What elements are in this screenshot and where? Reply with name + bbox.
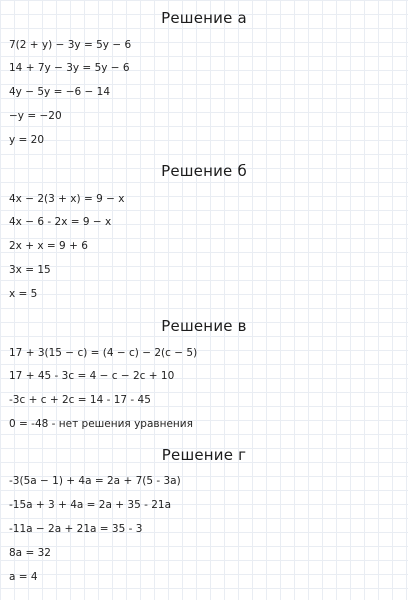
equation-line: 4x − 2(3 + x) = 9 − x [9, 193, 125, 205]
equation-line: 7(2 + y) − 3y = 5y − 6 [9, 39, 132, 51]
equation-line: 4x − 6 - 2x = 9 − x [9, 216, 112, 228]
equation-line: 4y − 5y = −6 − 14 [9, 86, 111, 98]
equation-line: a = 4 [9, 571, 38, 583]
equation-line: 2x + x = 9 + 6 [9, 240, 88, 252]
equation-line: -15a + 3 + 4a = 2a + 35 - 21a [9, 499, 172, 511]
equation-line: -3(5a − 1) + 4a = 2a + 7(5 - 3a) [9, 475, 181, 487]
equation-line: 17 + 3(15 − c) = (4 − c) − 2(c − 5) [9, 347, 198, 359]
equation-line: 3x = 15 [9, 264, 51, 276]
equation-line: −y = −20 [9, 110, 62, 122]
equation-line: 14 + 7y − 3y = 5y − 6 [9, 62, 130, 74]
equation-line: -11a − 2a + 21a = 35 - 3 [9, 523, 143, 535]
equation-line: y = 20 [9, 134, 45, 146]
equation-line: x = 5 [9, 288, 38, 300]
section-title-g: Решение г [161, 446, 247, 464]
equation-line: -3c + c + 2c = 14 - 17 - 45 [9, 394, 151, 406]
equation-line: 0 = -48 - нет решения уравнения [9, 418, 193, 430]
section-title-v: Решение в [161, 317, 247, 335]
equation-line: 8a = 32 [9, 547, 51, 559]
section-title-b: Решение б [161, 162, 247, 180]
section-title-a: Решение а [161, 9, 247, 27]
equation-line: 17 + 45 - 3c = 4 − c − 2c + 10 [9, 370, 175, 382]
